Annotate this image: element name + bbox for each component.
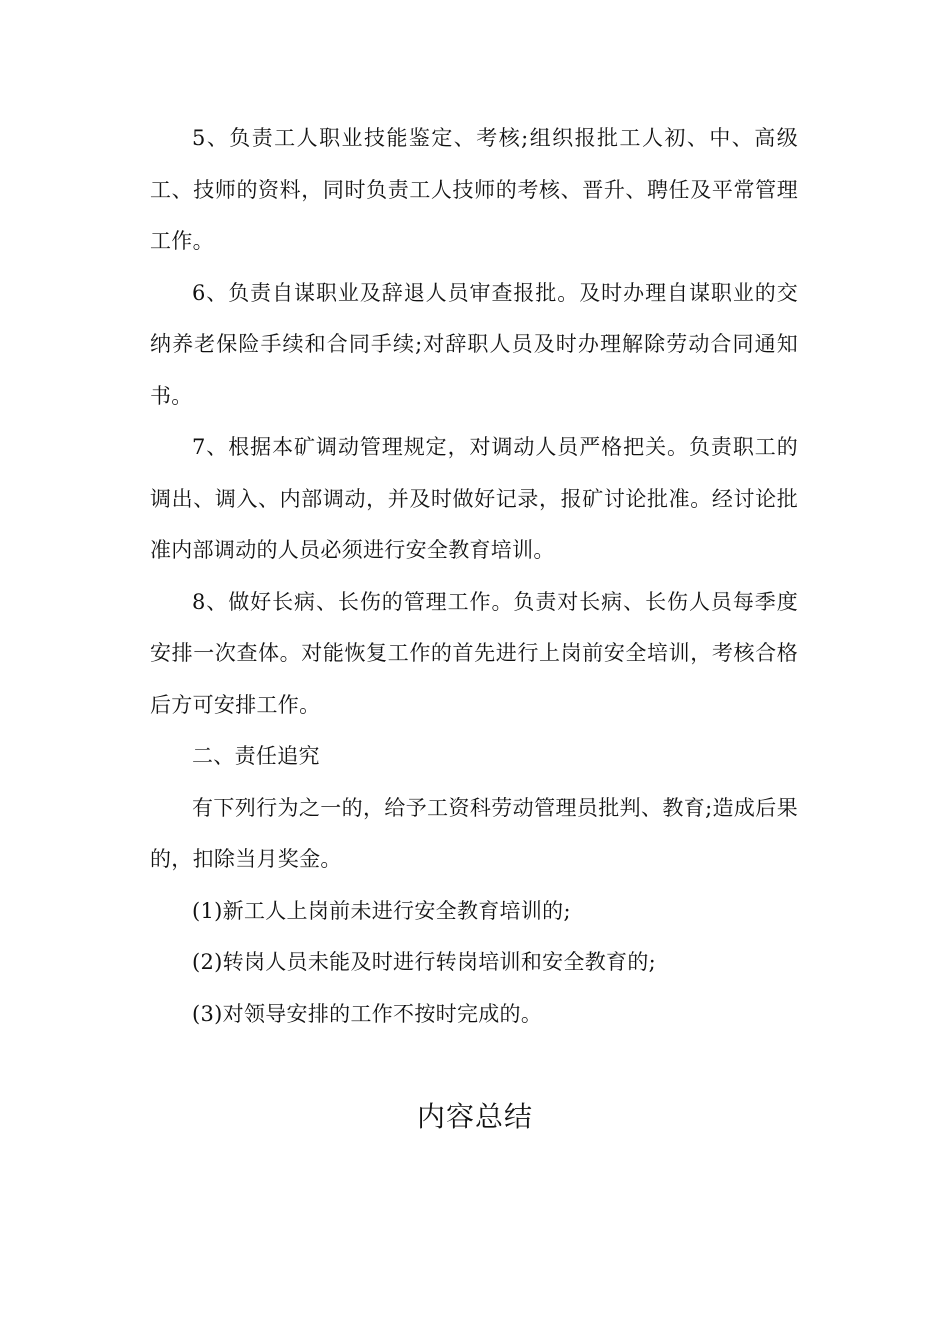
paragraph-item-6: 6、负责自谋职业及辞退人员审查报批。及时办理自谋职业的交纳养老保险手续和合同手续;对辞职人员及时办理解除劳动合同通知书。 xyxy=(150,280,798,408)
section-heading-responsibility: 二、责任追究 xyxy=(192,744,320,768)
document-body xyxy=(150,113,798,1040)
list-item-penalty-1: (1)新工人上岗前未进行安全教育培训的; xyxy=(192,898,571,923)
paragraph-item-5: 5、负责工人职业技能鉴定、考核;组织报批工人初、中、高级工、技师的资料，同时负责工人技师的考核、晋升、聘任及平常管理工作。 xyxy=(150,126,798,253)
paragraph-item-7: 7、根据本矿调动管理规定，对调动人员严格把关。负责职工的调出、调入、内部调动，并及时做好记录，报矿讨论批准。经讨论批准内部调动的人员必须进行安全教育培训。 xyxy=(150,435,798,562)
list-item-penalty-3: (3)对领导安排的工作不按时完成的。 xyxy=(192,1001,543,1026)
paragraph-penalty-intro: 有下列行为之一的，给予工资科劳动管理员批判、教育;造成后果的，扣除当月奖金。 xyxy=(150,795,798,871)
list-item-penalty-2: (2)转岗人员未能及时进行转岗培训和安全教育的; xyxy=(192,950,657,974)
summary-title: 内容总结 xyxy=(416,1100,533,1133)
paragraph-item-8: 8、做好长病、长伤的管理工作。负责对长病、长伤人员每季度安排一次查体。对能恢复工作的首先进行上岗前安全培训，考核合格后方可安排工作。 xyxy=(150,589,798,717)
